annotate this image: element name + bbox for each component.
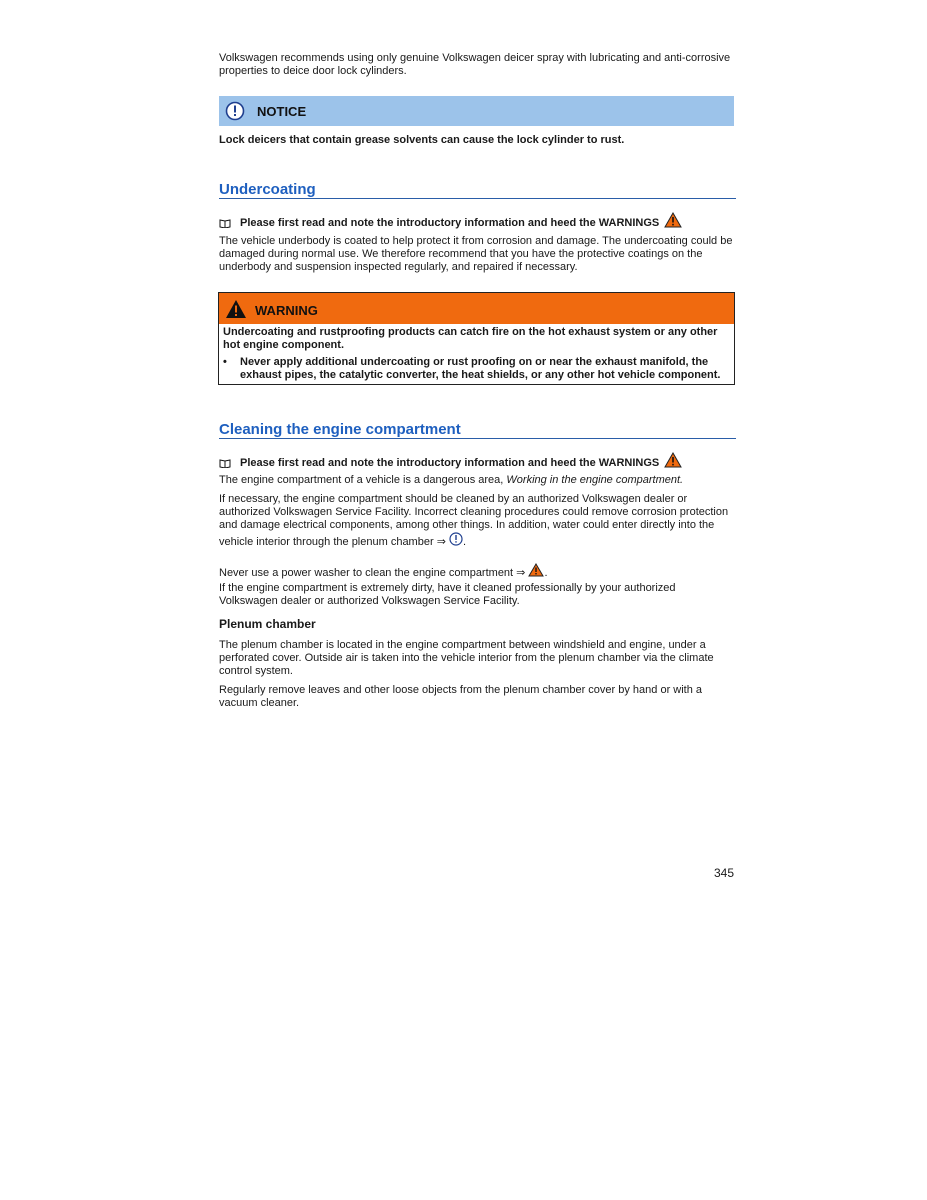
period: . [544,567,548,579]
period: . [462,536,467,548]
undercoating-body: The vehicle underbody is coated to help protect it from corrosion and damage. The undercoating could be damaged during normal use. We therefore recommend that you have the protective coatings on the underbody and suspension inspected regularly, and repaired if necessary. [219,235,733,273]
book-icon [219,459,231,468]
warning-icon [225,299,247,319]
engine-p1-text: The engine compartment of a vehicle is a dangerous area, [219,474,507,486]
plenum-heading: Plenum chamber [219,617,316,631]
warning-box [218,292,735,385]
engine-intro-line [219,455,736,471]
engine-p3-text: Never use a power washer to clean the engine compartment [219,567,514,579]
warning-text: Undercoating and rustproofing products can catch fire on the hot exhaust system or any other hot engine component. [223,326,718,351]
warning-triangle-icon [664,452,682,468]
engine-intro-text: Please first read and note the introductory information and heed the WARNINGS [240,456,660,469]
notice-text: Lock deicers that contain grease solvents can cause the lock cylinder to rust. [219,134,625,146]
engine-p2-text: If necessary, the engine compartment should be cleaned by an authorized Volkswagen dealer or authorized Volkswagen Service Facility. Incorrect cleaning procedures could remove corrosion protection and damage electrical components, among other things. In addition, water could enter directly into the vehicle interior through the plenum chamber [219,493,729,548]
arrow-symbol: ⇒ [436,536,446,548]
engine-paragraph-2 [219,493,736,550]
engine-p1-link[interactable]: Working in the engine compartment. [506,474,684,486]
undercoating-intro-line [219,215,736,231]
plenum-paragraph-1: The plenum chamber is located in the engine compartment between windshield and engine, under a perforated cover. Outside air is taken into the vehicle interior from the plenum chamber via the climate control system. [219,639,714,677]
warning-bullet-text: Never apply additional undercoating or rust proofing on or near the exhaust manifold, the exhaust pipes, the catalytic converter, the heat shields, or any other hot vehicle component. [240,356,721,381]
undercoating-intro-text: Please first read and note the introductory information and heed the WARNINGS [240,216,660,229]
bullet-marker: • [223,356,227,368]
undercoating-heading: Undercoating [219,183,736,199]
book-icon [219,219,231,228]
notice-icon [225,101,245,121]
page-number: 345 [713,866,734,880]
notice-icon[interactable] [449,532,463,550]
engine-paragraph-4: If the engine compartment is extremely dirty, have it cleaned professionally by your authorized Volkswagen dealer or authorized Volkswagen Service Facility. [219,582,676,607]
engine-paragraph-3 [219,563,736,581]
warning-triangle-icon[interactable] [528,563,544,581]
plenum-paragraph-2: Regularly remove leaves and other loose objects from the plenum chamber cover by hand or with a vacuum cleaner. [219,684,703,709]
warning-triangle-icon [664,212,682,228]
engine-paragraph-1 [219,474,736,487]
notice-label: NOTICE [257,103,307,119]
arrow-symbol: ⇒ [516,567,526,579]
intro-paragraph: Volkswagen recommends using only genuine Volkswagen deicer spray with lubricating and anti-corrosive properties to deice door lock cylinders. [219,52,731,77]
engine-heading: Cleaning the engine compartment [219,423,736,439]
notice-header [219,96,734,126]
warning-header [219,293,734,324]
warning-label: WARNING [255,303,318,318]
warning-body [219,324,734,384]
warning-bullet [223,356,730,382]
